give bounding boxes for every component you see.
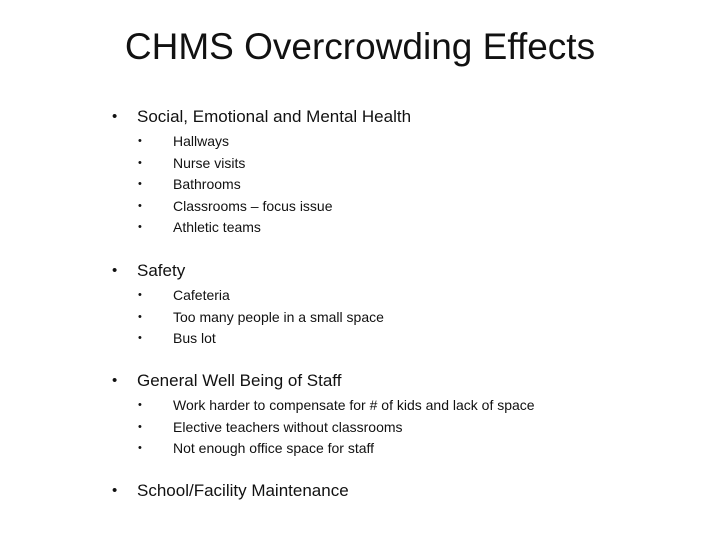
section-social-emotional — [0, 104, 720, 239]
section-staff-well-being — [0, 368, 720, 460]
list-item-text: Bathrooms — [173, 176, 241, 192]
section-heading: Social, Emotional and Mental Health — [137, 107, 412, 126]
section-heading-row — [0, 368, 720, 394]
list-item — [0, 285, 720, 307]
bullet-icon: • — [138, 420, 142, 433]
bullet-icon: • — [138, 289, 142, 301]
bullet-icon: • — [138, 178, 142, 190]
section-heading: Safety — [137, 261, 186, 280]
list-item-text: Elective teachers without classrooms — [173, 418, 403, 435]
list-item-text: Classrooms – focus issue — [173, 197, 333, 214]
bullet-icon: • — [138, 221, 142, 233]
list-item-text: Work harder to compensate for # of kids and lack of space — [173, 397, 535, 413]
slide-title: CHMS Overcrowding Effects — [124, 26, 596, 67]
bullet-icon: • — [112, 482, 118, 499]
bullet-icon: • — [138, 156, 142, 169]
list-item-text: Athletic teams — [173, 219, 261, 235]
list-item-text: Not enough office space for staff — [173, 440, 375, 456]
section-heading-row — [0, 258, 720, 284]
sub-list — [0, 285, 720, 350]
section-heading-row — [0, 478, 720, 504]
bullet-icon: • — [138, 135, 142, 147]
list-item — [0, 307, 720, 329]
bullet-icon: • — [138, 442, 142, 454]
list-item — [0, 196, 720, 218]
bullet-icon: • — [138, 310, 142, 323]
list-item — [0, 438, 720, 460]
bullet-icon: • — [138, 399, 142, 411]
list-item — [0, 217, 720, 239]
section-heading: School/Facility Maintenance — [137, 481, 349, 500]
list-item — [0, 174, 720, 196]
list-item — [0, 131, 720, 153]
list-item — [0, 328, 720, 350]
list-item — [0, 395, 720, 417]
section-facility-maintenance — [0, 478, 720, 504]
list-item-text: Bus lot — [173, 330, 216, 346]
sub-list — [0, 395, 720, 460]
list-item-text: Nurse visits — [173, 154, 246, 171]
bullet-icon: • — [138, 332, 142, 344]
bullet-icon: • — [138, 199, 142, 212]
sub-list — [0, 131, 720, 239]
bullet-icon: • — [112, 262, 118, 279]
section-heading: General Well Being of Staff — [137, 371, 342, 390]
list-item — [0, 153, 720, 175]
list-item — [0, 417, 720, 439]
list-item-text: Too many people in a small space — [173, 308, 384, 325]
list-item-text: Cafeteria — [173, 287, 230, 303]
bullet-icon: • — [112, 372, 118, 389]
bullet-icon: • — [112, 108, 118, 125]
section-heading-row — [0, 104, 720, 130]
section-safety — [0, 258, 720, 350]
list-item-text: Hallways — [173, 133, 230, 149]
